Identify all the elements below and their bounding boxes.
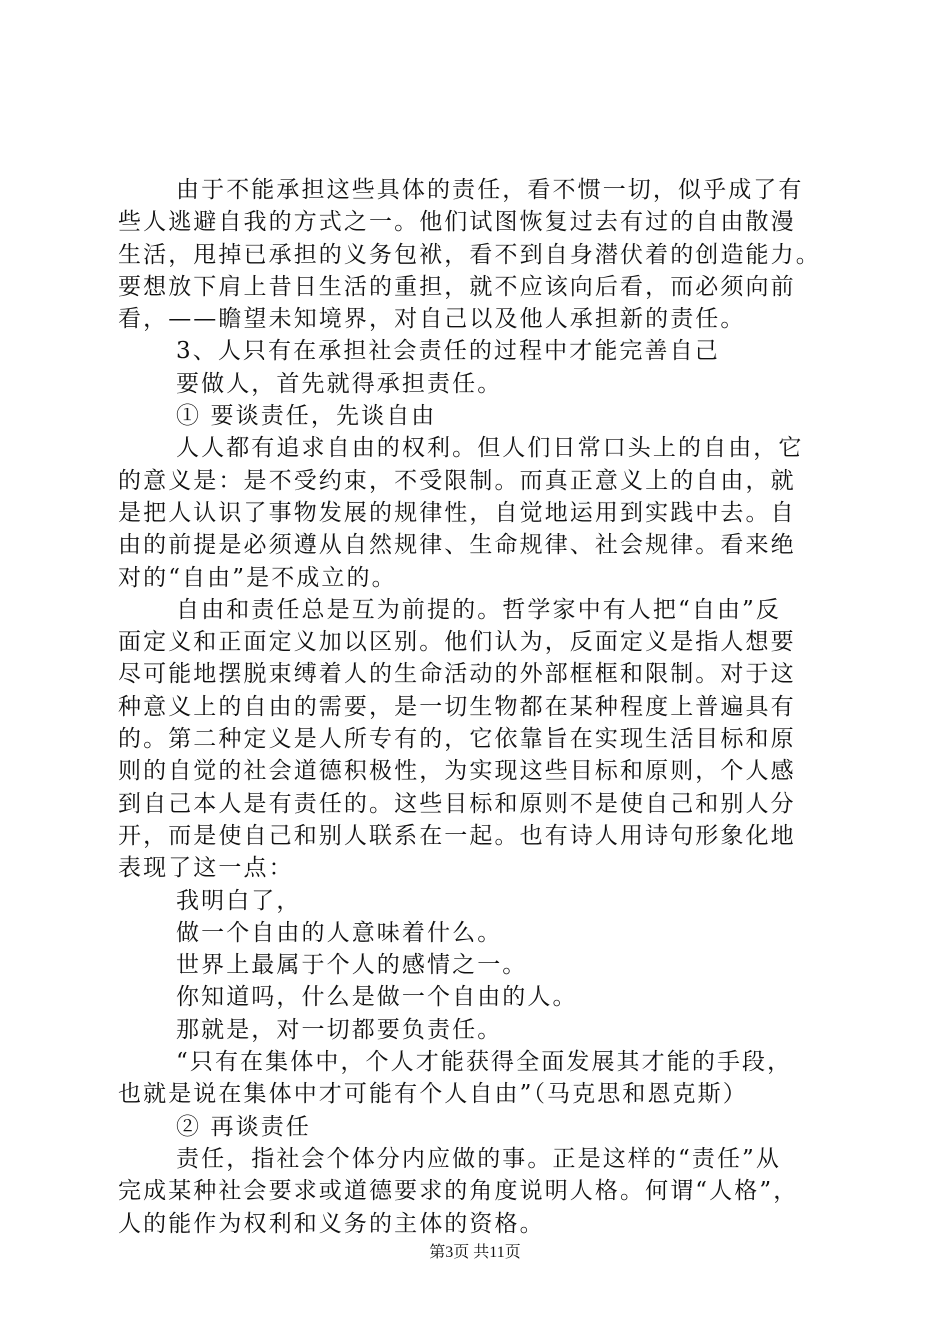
text-line: 完成某种社会要求或道德要求的角度说明人格。何谓“人格”， — [118, 1178, 799, 1205]
text-line: 人人都有追求自由的权利。但人们日常口头上的自由，它 — [176, 435, 804, 462]
poem-line: 那就是，对一切都要负责任。 — [176, 1016, 503, 1043]
text-line: 面定义和正面定义加以区别。他们认为，反面定义是指人想要 — [118, 629, 796, 656]
text-line: 则的自觉的社会道德积极性，为实现这些目标和原则，个人感 — [118, 758, 796, 785]
text-line: 看，——瞻望未知境界，对自己以及他人承担新的责任。 — [118, 306, 746, 333]
text-line: 尽可能地摆脱束缚着人的生命活动的外部框框和限制。对于这 — [118, 661, 796, 688]
text-line: 表现了这一点： — [118, 855, 294, 882]
quote-line: “只有在集体中，个人才能获得全面发展其才能的手段， — [176, 1049, 793, 1076]
text-line: 人的能作为权利和义务的主体的资格。 — [118, 1210, 545, 1237]
text-line: 是把人认识了事物发展的规律性，自觉地运用到实践中去。自 — [118, 499, 796, 526]
text-line: 自由和责任总是互为前提的。哲学家中有人把“自由”反 — [176, 596, 782, 623]
text-line: 要想放下肩上昔日生活的重担，就不应该向后看，而必须向前 — [118, 273, 796, 300]
text-line: 到自己本人是有责任的。这些目标和原则不是使自己和别人分 — [118, 790, 796, 817]
text-line: 的意义是：是不受约束，不受限制。而真正意义上的自由，就 — [118, 467, 796, 494]
poem-line: 我明白了， — [176, 887, 302, 914]
text-line: 由的前提是必须遵从自然规律、生命规律、社会规律。看来绝 — [118, 532, 796, 559]
quote-line: 也就是说在集体中才可能有个人自由”（马克思和恩克斯） — [118, 1081, 748, 1108]
text-line: 开，而是使自己和别人联系在一起。也有诗人用诗句形象化地 — [118, 822, 796, 849]
section-heading: 3、人只有在承担社会责任的过程中才能完善自己 — [176, 338, 720, 365]
text-line: 对的“自由”是不成立的。 — [118, 564, 397, 591]
poem-line: 做一个自由的人意味着什么。 — [176, 919, 503, 946]
poem-line: 你知道吗，什么是做一个自由的人。 — [176, 984, 578, 1011]
page-number-footer: 第3页 共11页 — [429, 1244, 521, 1261]
page-body-text — [118, 174, 833, 1240]
text-line: 的。第二种定义是人所专有的，它依靠旨在实现生活目标和原 — [118, 726, 796, 753]
poem-line: 世界上最属于个人的感情之一。 — [176, 952, 528, 979]
subsection-heading: ① 要谈责任，先谈自由 — [176, 403, 437, 430]
text-line: 些人逃避自我的方式之一。他们试图恢复过去有过的自由散漫 — [118, 209, 796, 236]
text-line: 种意义上的自由的需要，是一切生物都在某种程度上普遍具有 — [118, 693, 796, 720]
text-line: 生活，甩掉已承担的义务包袱，看不到自身潜伏着的创造能力。 — [118, 241, 821, 268]
text-line: 责任，指社会个体分内应做的事。正是这样的“责任”从 — [176, 1145, 782, 1172]
text-line: 由于不能承担这些具体的责任，看不惯一切，似乎成了有 — [176, 177, 804, 203]
text-line: 要做人，首先就得承担责任。 — [176, 370, 503, 397]
subsection-heading: ② 再谈责任 — [176, 1113, 311, 1140]
